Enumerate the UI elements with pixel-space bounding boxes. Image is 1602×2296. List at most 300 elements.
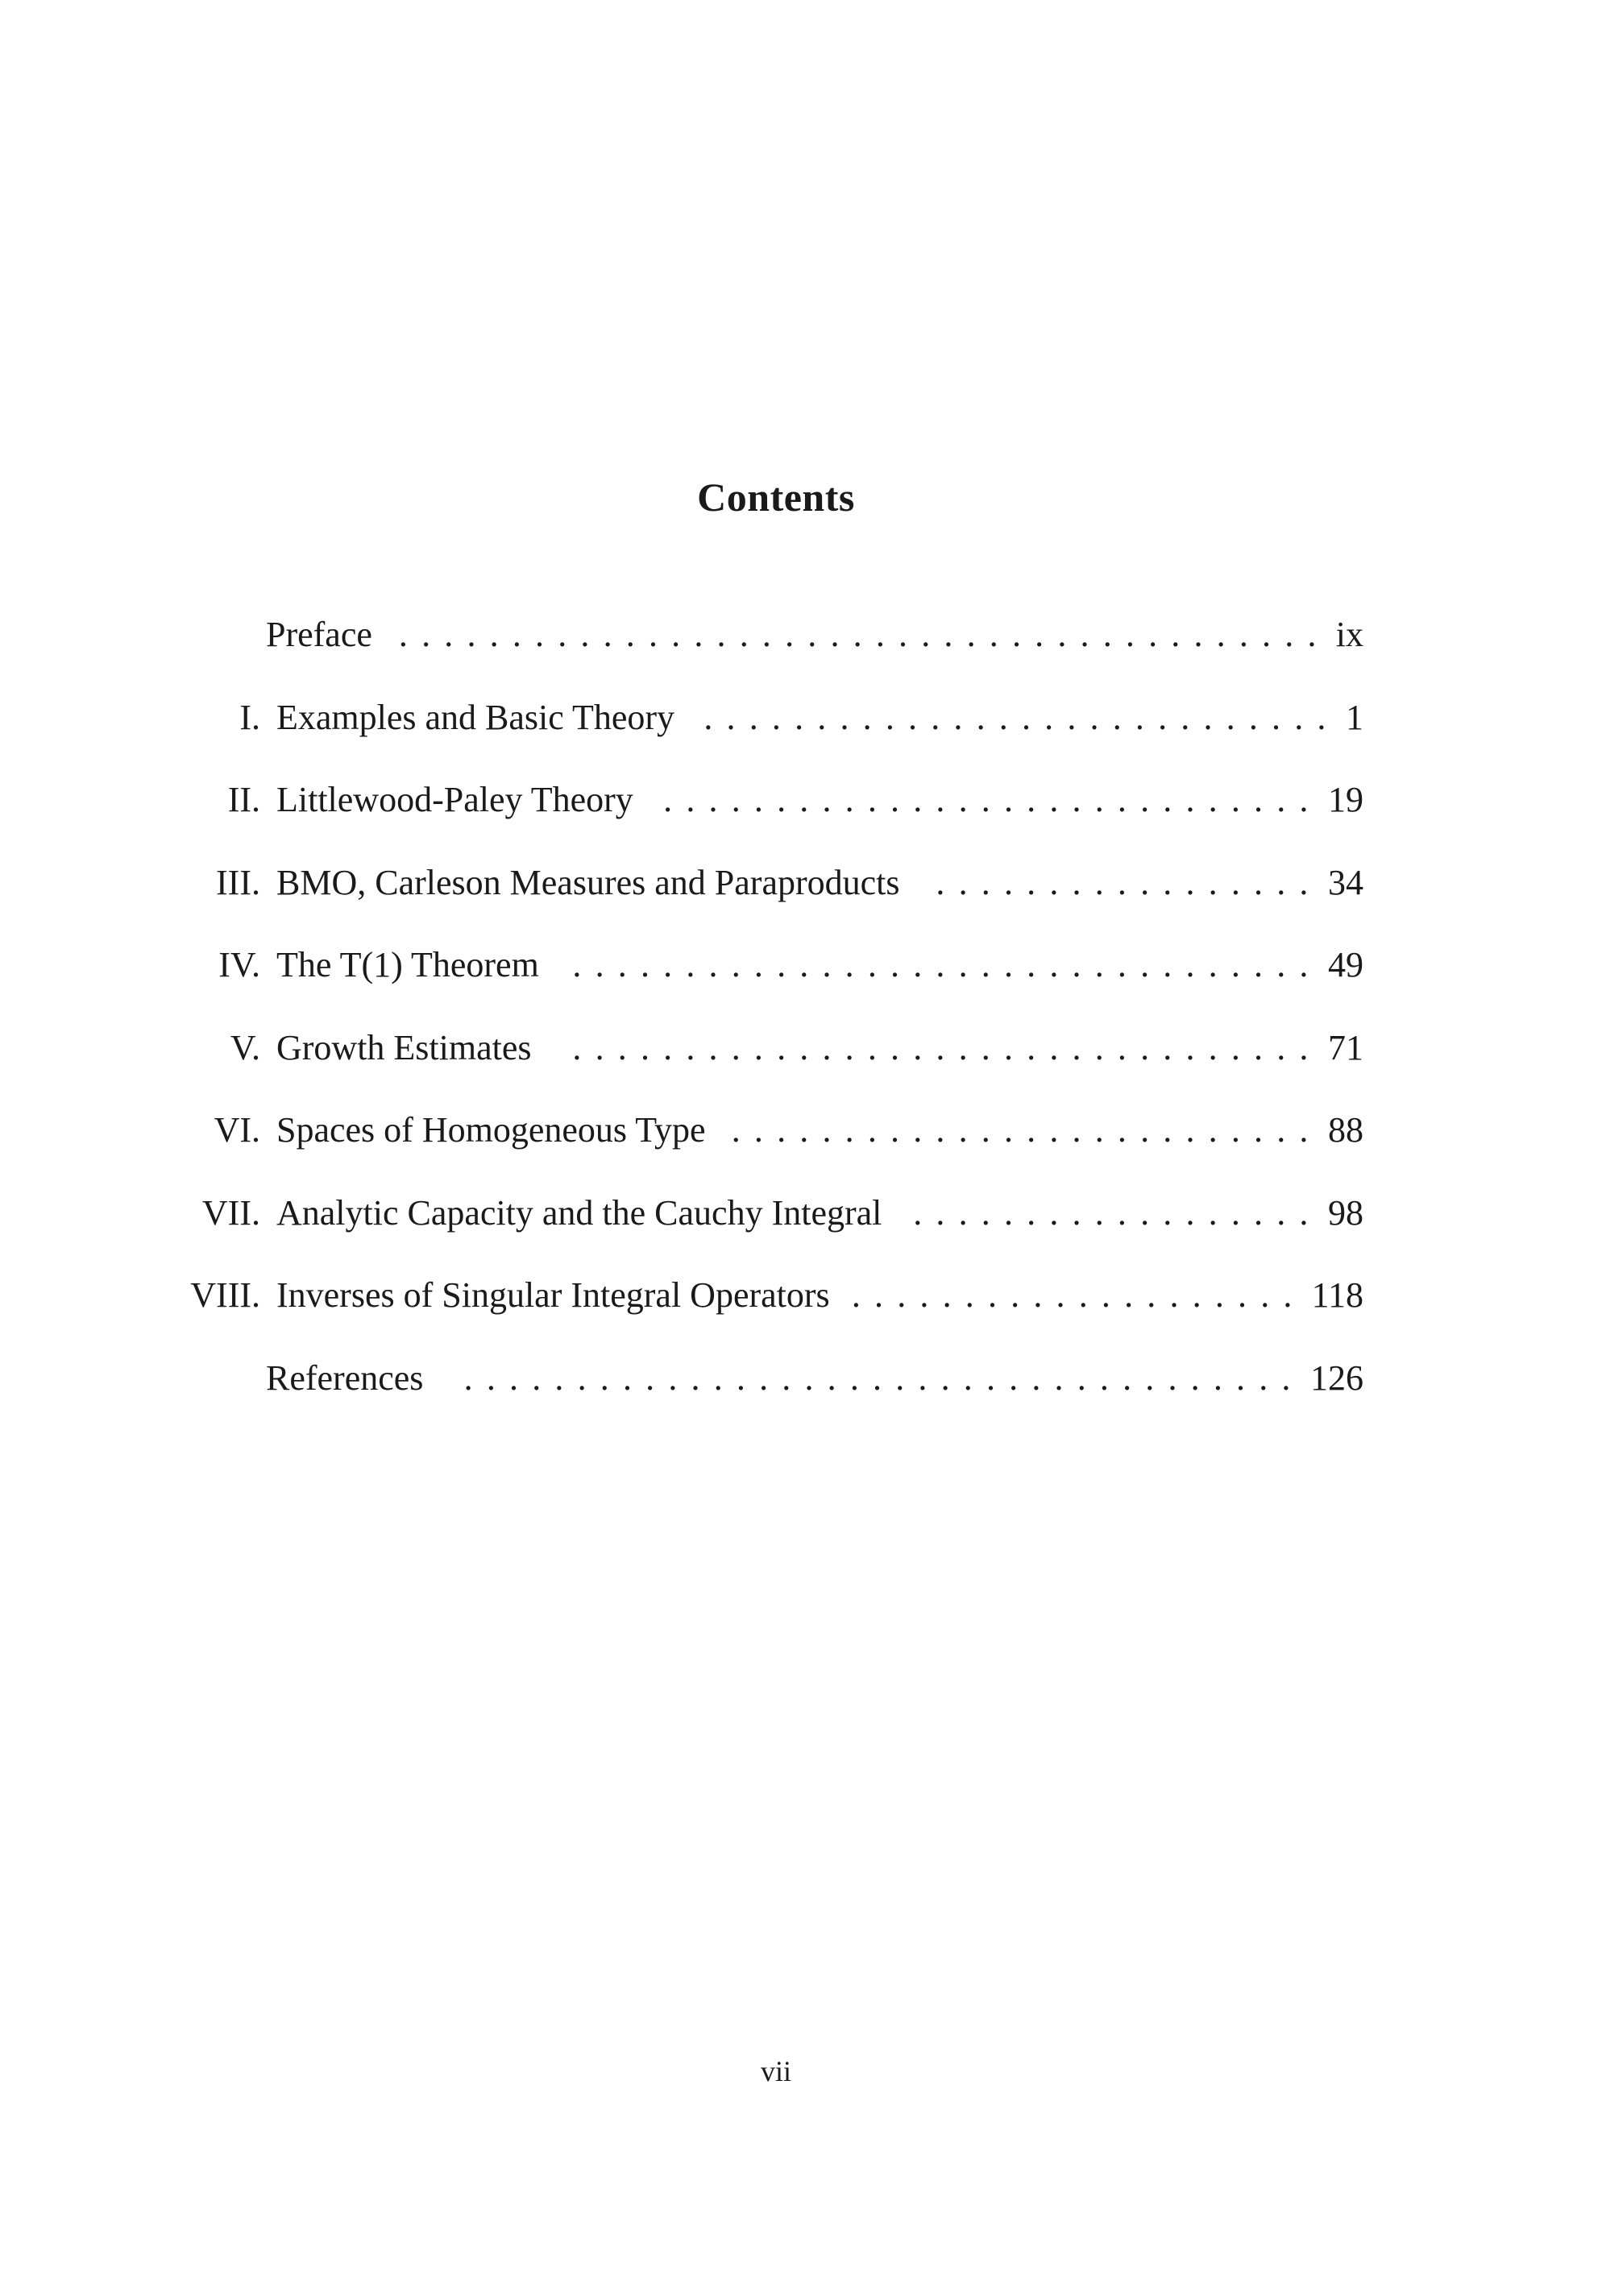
leader-dot: . — [617, 1027, 627, 1067]
leader-dot: . — [998, 697, 1008, 737]
leader-dot: . — [1078, 1275, 1088, 1315]
leader-dot: . — [913, 1027, 923, 1067]
leader-dot: . — [799, 1110, 809, 1150]
leader-dot: . — [958, 1110, 968, 1150]
leader-dot: . — [919, 1275, 929, 1315]
leader-dot: . — [1163, 1192, 1172, 1233]
page-title: Contents — [697, 475, 855, 520]
leader-dot: . — [1124, 1275, 1134, 1315]
leader-dot: . — [753, 1110, 763, 1150]
dot-leader — [545, 1022, 1315, 1074]
leader-dot: . — [931, 697, 940, 737]
leader-dot: . — [1027, 862, 1036, 902]
leader-dot: . — [1099, 1357, 1109, 1398]
toc-page-number: ix — [1335, 615, 1363, 654]
leader-dot: . — [804, 1357, 814, 1398]
leader-dot: . — [899, 615, 908, 654]
leader-dot: . — [1117, 780, 1127, 819]
leader-dot: . — [739, 615, 749, 654]
leader-dot: . — [691, 1357, 700, 1398]
leader-dot: . — [1281, 1357, 1291, 1398]
leader-dot: . — [981, 1110, 990, 1150]
leader-dot: . — [1140, 862, 1150, 902]
dot-leader — [894, 1187, 1315, 1239]
leader-dot: . — [731, 780, 741, 819]
page-number: vii — [760, 2055, 791, 2087]
leader-dot: . — [1147, 1275, 1156, 1315]
leader-dot: . — [1089, 697, 1099, 737]
leader-dot: . — [1117, 1027, 1127, 1067]
leader-dot: . — [603, 615, 612, 654]
leader-dot: . — [875, 615, 885, 654]
toc-page-number: 118 — [1311, 1275, 1363, 1315]
leader-dot: . — [1135, 697, 1144, 737]
leader-dot: . — [936, 862, 945, 902]
leader-dot: . — [1148, 615, 1158, 654]
leader-dot: . — [1231, 1110, 1240, 1150]
leader-dot: . — [554, 1357, 564, 1398]
leader-dot: . — [908, 697, 918, 737]
leader-dot: . — [731, 1110, 741, 1150]
leader-dot: . — [771, 697, 781, 737]
toc-entry-title: References — [266, 1357, 424, 1398]
leader-dot: . — [822, 945, 832, 984]
leader-dot: . — [963, 1357, 973, 1398]
leader-dot: . — [731, 1027, 741, 1067]
leader-dot: . — [989, 615, 998, 654]
toc-entry-title: Examples and Basic Theory — [276, 697, 675, 737]
leader-dot: . — [622, 1357, 632, 1398]
leader-dot: . — [1260, 1275, 1270, 1315]
leader-dot: . — [1080, 615, 1089, 654]
leader-dot: . — [817, 697, 827, 737]
dot-leader — [719, 1104, 1315, 1156]
leader-dot: . — [981, 945, 990, 984]
leader-dot: . — [981, 1027, 990, 1067]
leader-dot: . — [890, 1027, 900, 1067]
chapter-number: VII. — [201, 1192, 260, 1233]
chapter-number: VIII. — [190, 1275, 260, 1315]
leader-dot: . — [1125, 615, 1135, 654]
leader-dot: . — [853, 615, 862, 654]
leader-dot: . — [913, 1110, 923, 1150]
leader-dot: . — [1294, 697, 1304, 737]
leader-dot: . — [1276, 1027, 1286, 1067]
leader-dot: . — [782, 1357, 791, 1398]
leader-dot: . — [572, 1027, 582, 1067]
toc-entry-preface[interactable] — [0, 609, 1602, 661]
leader-dot: . — [890, 945, 900, 984]
toc-entry-chapter-2[interactable] — [0, 774, 1602, 826]
leader-dot: . — [1259, 1357, 1268, 1398]
leader-dot: . — [874, 1275, 884, 1315]
leader-dot: . — [1272, 697, 1281, 737]
leader-dot: . — [1094, 780, 1104, 819]
leader-dot: . — [648, 615, 658, 654]
leader-dot: . — [940, 1357, 950, 1398]
leader-dot: . — [1140, 1110, 1150, 1150]
toc-entry-title: BMO, Carleson Measures and Paraproducts — [276, 862, 900, 902]
leader-dot: . — [795, 697, 804, 737]
toc-page-number: 34 — [1328, 862, 1363, 902]
leader-dot: . — [966, 615, 976, 654]
leader-dot: . — [713, 1357, 723, 1398]
leader-dot: . — [640, 1027, 650, 1067]
leader-dot: . — [694, 615, 703, 654]
leader-dot: . — [1067, 697, 1077, 737]
leader-dot: . — [822, 1110, 832, 1150]
leader-dot: . — [1072, 1110, 1081, 1150]
leader-dot: . — [1299, 1027, 1309, 1067]
toc-entry-title: Inverses of Singular Integral Operators — [276, 1275, 830, 1315]
leader-dot: . — [1003, 1192, 1013, 1233]
leader-dot: . — [1094, 1027, 1104, 1067]
leader-dot: . — [1027, 1027, 1036, 1067]
leader-dot: . — [1049, 862, 1059, 902]
leader-dot: . — [1035, 615, 1044, 654]
leader-dot: . — [686, 945, 695, 984]
leader-dot: . — [1163, 945, 1172, 984]
leader-dot: . — [953, 697, 963, 737]
toc-entry-references[interactable] — [0, 1353, 1602, 1404]
leader-dot: . — [845, 1027, 854, 1067]
leader-dot: . — [625, 615, 635, 654]
leader-dot: . — [1236, 1357, 1246, 1398]
leader-dot: . — [1299, 1192, 1309, 1233]
toc-entry-chapter-5[interactable] — [0, 1022, 1602, 1074]
leader-dot: . — [1208, 862, 1218, 902]
leader-dot: . — [736, 1357, 745, 1398]
leader-dot: . — [897, 1275, 907, 1315]
leader-dot: . — [726, 697, 736, 737]
toc-page-number: 88 — [1328, 1110, 1363, 1150]
leader-dot: . — [840, 697, 849, 737]
leader-dot: . — [1044, 697, 1054, 737]
leader-dot: . — [799, 780, 809, 819]
leader-dot: . — [1049, 1027, 1059, 1067]
leader-dot: . — [1185, 1192, 1195, 1233]
chapter-number: I. — [239, 697, 260, 737]
leader-dot: . — [862, 697, 872, 737]
leader-dot: . — [1254, 1192, 1264, 1233]
toc-entry-title: Preface — [266, 615, 372, 654]
leader-dot: . — [617, 945, 627, 984]
dot-leader — [913, 857, 1315, 909]
toc-entry-chapter-1[interactable] — [0, 692, 1602, 744]
leader-dot: . — [1185, 862, 1195, 902]
chapter-number: VI. — [214, 1110, 260, 1150]
leader-dot: . — [1299, 780, 1309, 819]
leader-dot: . — [1299, 1110, 1309, 1150]
dot-leader — [385, 609, 1323, 661]
leader-dot: . — [708, 1027, 718, 1067]
leader-dot: . — [1193, 615, 1203, 654]
leader-dot: . — [936, 1110, 945, 1150]
leader-dot: . — [958, 780, 968, 819]
leader-dot: . — [867, 945, 877, 984]
leader-dot: . — [532, 1357, 542, 1398]
leader-dot: . — [509, 1357, 519, 1398]
leader-dot: . — [671, 615, 681, 654]
leader-dot: . — [1185, 1110, 1195, 1150]
leader-dot: . — [463, 1357, 473, 1398]
leader-dot: . — [1003, 862, 1013, 902]
toc-entry-chapter-6[interactable] — [0, 1104, 1602, 1156]
leader-dot: . — [1163, 1110, 1172, 1150]
leader-dot: . — [1054, 1357, 1064, 1398]
table-of-contents — [0, 609, 1602, 1415]
leader-dot: . — [936, 1027, 945, 1067]
leader-dot: . — [958, 1027, 968, 1067]
leader-dot: . — [512, 615, 521, 654]
leader-dot: . — [1033, 1275, 1043, 1315]
leader-dot: . — [1011, 1275, 1020, 1315]
leader-dot: . — [1208, 1192, 1218, 1233]
dot-leader — [552, 939, 1315, 991]
dot-leader — [687, 692, 1333, 744]
leader-dot: . — [1192, 1275, 1202, 1315]
leader-dot: . — [1102, 615, 1112, 654]
leader-dot: . — [1072, 780, 1081, 819]
leader-dot: . — [1231, 1192, 1240, 1233]
leader-dot: . — [913, 1192, 923, 1233]
leader-dot: . — [1077, 1357, 1086, 1398]
leader-dot: . — [1208, 1027, 1218, 1067]
leader-dot: . — [799, 1027, 809, 1067]
leader-dot: . — [686, 1027, 695, 1067]
leader-dot: . — [753, 1027, 763, 1067]
chapter-number: IV. — [218, 945, 260, 984]
leader-dot: . — [1021, 697, 1031, 737]
leader-dot: . — [981, 780, 990, 819]
leader-dot: . — [1254, 780, 1264, 819]
toc-page-number: 49 — [1328, 945, 1363, 984]
leader-dot: . — [867, 1027, 877, 1067]
leader-dot: . — [663, 1027, 673, 1067]
leader-dot: . — [1163, 1027, 1172, 1067]
leader-dot: . — [1208, 945, 1218, 984]
leader-dot: . — [1299, 945, 1309, 984]
leader-dot: . — [1163, 862, 1172, 902]
leader-dot: . — [1049, 1110, 1059, 1150]
leader-dot: . — [668, 1357, 678, 1398]
leader-dot: . — [965, 1275, 974, 1315]
leader-dot: . — [1208, 1110, 1218, 1150]
leader-dot: . — [1117, 1110, 1127, 1150]
leader-dot: . — [1276, 862, 1286, 902]
leader-dot: . — [1276, 1110, 1286, 1150]
leader-dot: . — [1057, 615, 1067, 654]
leader-dot: . — [558, 615, 567, 654]
leader-dot: . — [749, 697, 758, 737]
leader-dot: . — [1140, 1027, 1150, 1067]
leader-dot: . — [577, 1357, 587, 1398]
leader-dot: . — [918, 1357, 928, 1398]
toc-entry-chapter-4[interactable] — [0, 939, 1602, 991]
leader-dot: . — [703, 697, 713, 737]
leader-dot: . — [686, 780, 695, 819]
leader-dot: . — [1072, 945, 1081, 984]
leader-dot: . — [1072, 862, 1081, 902]
leader-dot: . — [777, 780, 786, 819]
leader-dot: . — [1185, 780, 1195, 819]
leader-dot: . — [822, 1027, 832, 1067]
leader-dot: . — [799, 945, 809, 984]
leader-dot: . — [716, 615, 726, 654]
leader-dot: . — [595, 945, 604, 984]
leader-dot: . — [822, 780, 832, 819]
leader-dot: . — [1094, 1192, 1104, 1233]
leader-dot: . — [936, 1192, 945, 1233]
leader-dot: . — [1185, 1027, 1195, 1067]
toc-page-number: 19 — [1328, 780, 1363, 819]
leader-dot: . — [1094, 1110, 1104, 1150]
leader-dot: . — [1056, 1275, 1065, 1315]
leader-dot: . — [1117, 862, 1127, 902]
leader-dot: . — [1072, 1192, 1081, 1233]
leader-dot: . — [845, 1110, 854, 1150]
leader-dot: . — [944, 615, 953, 654]
leader-dot: . — [1094, 945, 1104, 984]
leader-dot: . — [890, 1110, 900, 1150]
leader-dot: . — [1011, 615, 1021, 654]
leader-dot: . — [1003, 1027, 1013, 1067]
leader-dot: . — [1307, 615, 1317, 654]
leader-dot: . — [663, 945, 673, 984]
leader-dot: . — [851, 1275, 861, 1315]
toc-entry-title: Spaces of Homogeneous Type — [276, 1110, 706, 1150]
leader-dot: . — [1231, 945, 1240, 984]
leader-dot: . — [1254, 1110, 1264, 1150]
leader-dot: . — [1254, 862, 1264, 902]
dot-leader — [843, 1270, 1299, 1321]
leader-dot: . — [873, 1357, 882, 1398]
leader-dot: . — [777, 945, 786, 984]
leader-dot: . — [1158, 697, 1168, 737]
leader-dot: . — [1049, 780, 1059, 819]
leader-dot: . — [1185, 945, 1195, 984]
leader-dot: . — [1190, 1357, 1200, 1398]
leader-dot: . — [958, 945, 968, 984]
leader-dot: . — [867, 780, 877, 819]
leader-dot: . — [845, 780, 854, 819]
leader-dot: . — [1027, 1192, 1036, 1233]
leader-dot: . — [663, 780, 673, 819]
leader-dot: . — [1181, 697, 1190, 737]
leader-dot: . — [762, 615, 771, 654]
leader-dot: . — [921, 615, 931, 654]
toc-entry-title: Growth Estimates — [276, 1027, 532, 1067]
leader-dot: . — [398, 615, 408, 654]
toc-entry-chapter-3[interactable] — [0, 857, 1602, 909]
leader-dot: . — [753, 780, 763, 819]
dot-leader — [436, 1353, 1297, 1404]
leader-dot: . — [1072, 1027, 1081, 1067]
toc-entry-title: Littlewood-Paley Theory — [276, 780, 633, 819]
leader-dot: . — [827, 1357, 836, 1398]
leader-dot: . — [849, 1357, 859, 1398]
leader-dot: . — [1094, 862, 1104, 902]
leader-dot: . — [1003, 1110, 1013, 1150]
leader-dot: . — [645, 1357, 655, 1398]
leader-dot: . — [1262, 615, 1272, 654]
leader-dot: . — [885, 697, 894, 737]
leader-dot: . — [1254, 1027, 1264, 1067]
leader-dot: . — [1276, 780, 1286, 819]
leader-dot: . — [981, 862, 990, 902]
leader-dot: . — [1231, 862, 1240, 902]
leader-dot: . — [489, 615, 499, 654]
leader-dot: . — [1171, 615, 1181, 654]
leader-dot: . — [845, 945, 854, 984]
leader-dot: . — [867, 1110, 877, 1150]
toc-page-number: 1 — [1346, 697, 1363, 737]
leader-dot: . — [785, 615, 795, 654]
leader-dot: . — [708, 945, 718, 984]
chapter-number: II. — [227, 780, 260, 819]
leader-dot: . — [958, 862, 968, 902]
leader-dot: . — [1254, 945, 1264, 984]
leader-dot: . — [1140, 780, 1150, 819]
leader-dot: . — [1248, 697, 1258, 737]
leader-dot: . — [1317, 697, 1326, 737]
leader-dot: . — [987, 1275, 997, 1315]
toc-page-number: 98 — [1328, 1192, 1363, 1233]
toc-entry-chapter-7[interactable] — [0, 1187, 1602, 1239]
leader-dot: . — [1208, 780, 1218, 819]
leader-dot: . — [913, 945, 923, 984]
leader-dot: . — [830, 615, 840, 654]
leader-dot: . — [580, 615, 590, 654]
toc-page-number: 71 — [1328, 1027, 1363, 1067]
leader-dot: . — [1049, 945, 1059, 984]
leader-dot: . — [731, 945, 741, 984]
leader-dot: . — [1226, 697, 1235, 737]
leader-dot: . — [1009, 1357, 1019, 1398]
leader-dot: . — [1299, 862, 1309, 902]
leader-dot: . — [535, 615, 545, 654]
leader-dot: . — [1285, 615, 1294, 654]
leader-dot: . — [444, 615, 454, 654]
leader-dot: . — [572, 945, 582, 984]
leader-dot: . — [1003, 945, 1013, 984]
leader-dot: . — [1214, 1275, 1224, 1315]
leader-dot: . — [467, 615, 476, 654]
leader-dot: . — [753, 945, 763, 984]
leader-dot: . — [1049, 1192, 1059, 1233]
leader-dot: . — [981, 1192, 990, 1233]
leader-dot: . — [1145, 1357, 1155, 1398]
leader-dot: . — [976, 697, 986, 737]
toc-entry-title: The T(1) Theorem — [276, 945, 539, 984]
leader-dot: . — [1231, 780, 1240, 819]
leader-dot: . — [1027, 1110, 1036, 1150]
leader-dot: . — [600, 1357, 609, 1398]
leader-dot: . — [1216, 615, 1226, 654]
leader-dot: . — [640, 945, 650, 984]
leader-dot: . — [1117, 1192, 1127, 1233]
toc-entry-chapter-8[interactable] — [0, 1270, 1602, 1321]
leader-dot: . — [1031, 1357, 1041, 1398]
chapter-number: V. — [230, 1027, 260, 1067]
leader-dot: . — [895, 1357, 905, 1398]
leader-dot: . — [1276, 945, 1286, 984]
leader-dot: . — [958, 1192, 968, 1233]
leader-dot: . — [1203, 697, 1213, 737]
leader-dot: . — [1213, 1357, 1222, 1398]
toc-page-number: 126 — [1310, 1357, 1363, 1398]
leader-dot: . — [1117, 945, 1127, 984]
